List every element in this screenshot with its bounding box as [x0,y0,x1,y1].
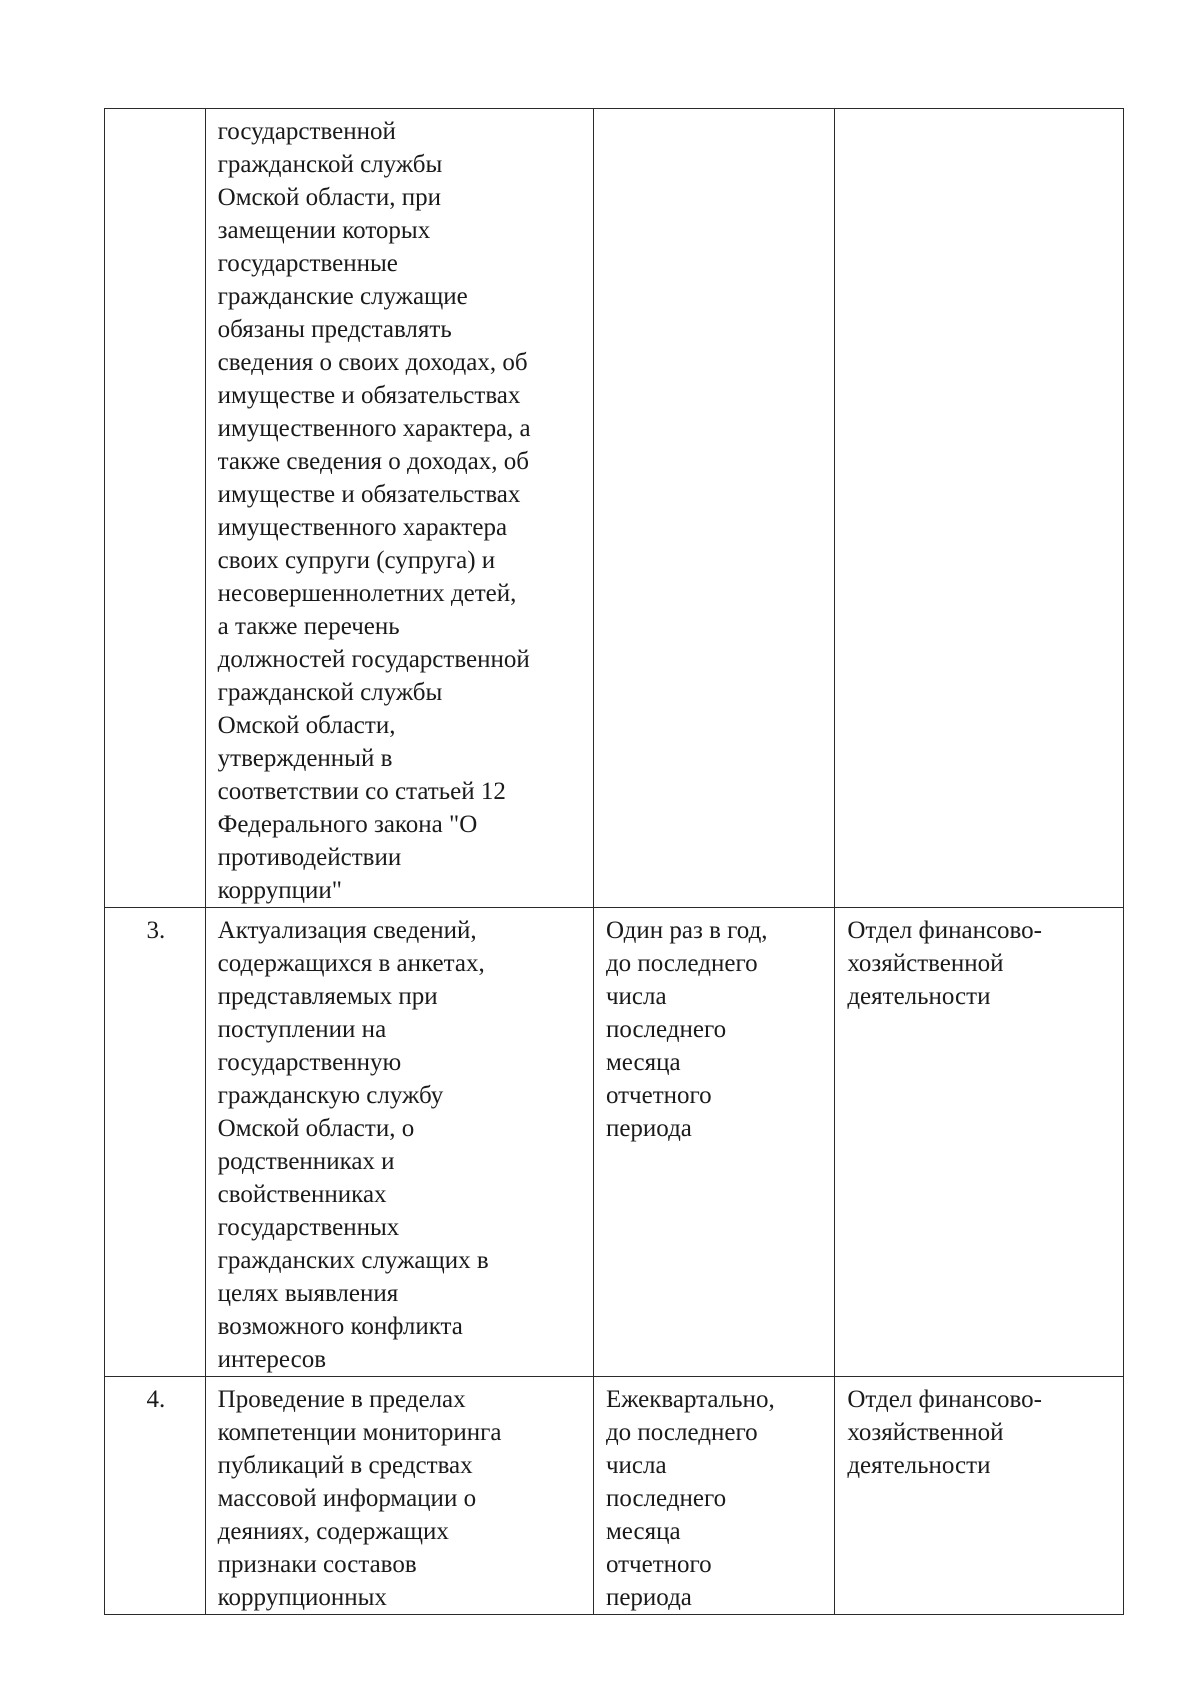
text-line: Омской области, [217,712,396,739]
text-line: хозяйственной [847,950,1004,977]
text-line: месяца [605,1518,681,1545]
text-line: деяниях, содержащих [217,1518,449,1545]
row-number-cell [105,109,206,908]
text-line: имуществе и обязательствах [217,382,521,409]
table-row [105,109,1124,908]
text-line: государственные [217,250,398,277]
table-row [105,908,1124,1377]
text-line: Отдел финансово- [847,1386,1043,1413]
responsible-cell [835,1377,1124,1615]
text-line: деятельности [847,983,991,1010]
text-line: противодействии [217,844,402,871]
text-line: соответствии со статьей 12 [217,778,506,805]
text-line: Ежеквартально, [605,1386,775,1413]
description-cell [205,1377,593,1615]
text-line: компетенции мониторинга [217,1419,502,1446]
text-line: периода [605,1115,692,1142]
text-line: месяца [605,1049,681,1076]
period-cell [593,908,834,1377]
text-line: поступлении на [217,1016,387,1043]
responsible-cell [835,109,1124,908]
text-line: коррупции" [217,877,342,904]
text-line: Отдел финансово- [847,917,1043,944]
text-line: до последнего [605,1419,758,1446]
text-line: возможного конфликта [217,1313,463,1340]
text-line: гражданских служащих в [217,1247,489,1274]
text-line: Проведение в пределах [217,1386,466,1413]
text-line: Один раз в год, [605,917,768,944]
text-line: гражданские служащие [217,283,468,310]
text-line: утвержденный в [217,745,393,772]
text-line: отчетного [605,1551,712,1578]
text-line: Омской области, о [217,1115,415,1142]
text-line: содержащихся в анкетах, [217,950,485,977]
text-line: представляемых при [217,983,438,1010]
measures-table [104,108,1124,1615]
text-line: хозяйственной [847,1419,1004,1446]
text-line: государственную [217,1049,402,1076]
text-line: коррупционных [217,1584,387,1611]
text-line: обязаны представлять [217,316,452,343]
text-line: числа [605,1452,667,1479]
row-number-cell: 3. [105,908,206,1377]
text-line: числа [605,983,667,1010]
text-line: гражданскую службу [217,1082,444,1109]
text-line: Федерального закона "О [217,811,478,838]
text-line: последнего [605,1485,727,1512]
text-line: замещении которых [217,217,431,244]
text-line: Омской области, при [217,184,441,211]
text-line: должностей государственной [217,646,530,673]
text-line: сведения о своих доходах, об [217,349,528,376]
text-line: также сведения о доходах, об [217,448,529,475]
text-line: имущественного характера [217,514,508,541]
text-line: своих супруги (супруга) и [217,547,496,574]
description-cell [205,908,593,1377]
text-line: деятельности [847,1452,991,1479]
text-line: государственной [217,118,396,145]
row-number-cell: 4. [105,1377,206,1615]
text-line: публикаций в средствах [217,1452,473,1479]
text-line: до последнего [605,950,758,977]
text-line: периода [605,1584,692,1611]
text-line: целях выявления [217,1280,399,1307]
text-line: интересов [217,1346,327,1373]
period-cell [593,109,834,908]
text-line: массовой информации о [217,1485,477,1512]
text-line: признаки составов [217,1551,417,1578]
text-line: Актуализация сведений, [217,917,477,944]
responsible-cell [835,908,1124,1377]
text-line: имущественного характера, а [217,415,531,442]
text-line: родственниках и [217,1148,395,1175]
text-line: гражданской службы [217,679,443,706]
text-line: последнего [605,1016,727,1043]
period-cell [593,1377,834,1615]
text-line: а также перечень [217,613,400,640]
text-line: гражданской службы [217,151,443,178]
table-row [105,1377,1124,1615]
description-cell [205,109,593,908]
text-line: отчетного [605,1082,712,1109]
text-line: несовершеннолетних детей, [217,580,517,607]
text-line: имуществе и обязательствах [217,481,521,508]
text-line: государственных [217,1214,400,1241]
text-line: свойственниках [217,1181,387,1208]
